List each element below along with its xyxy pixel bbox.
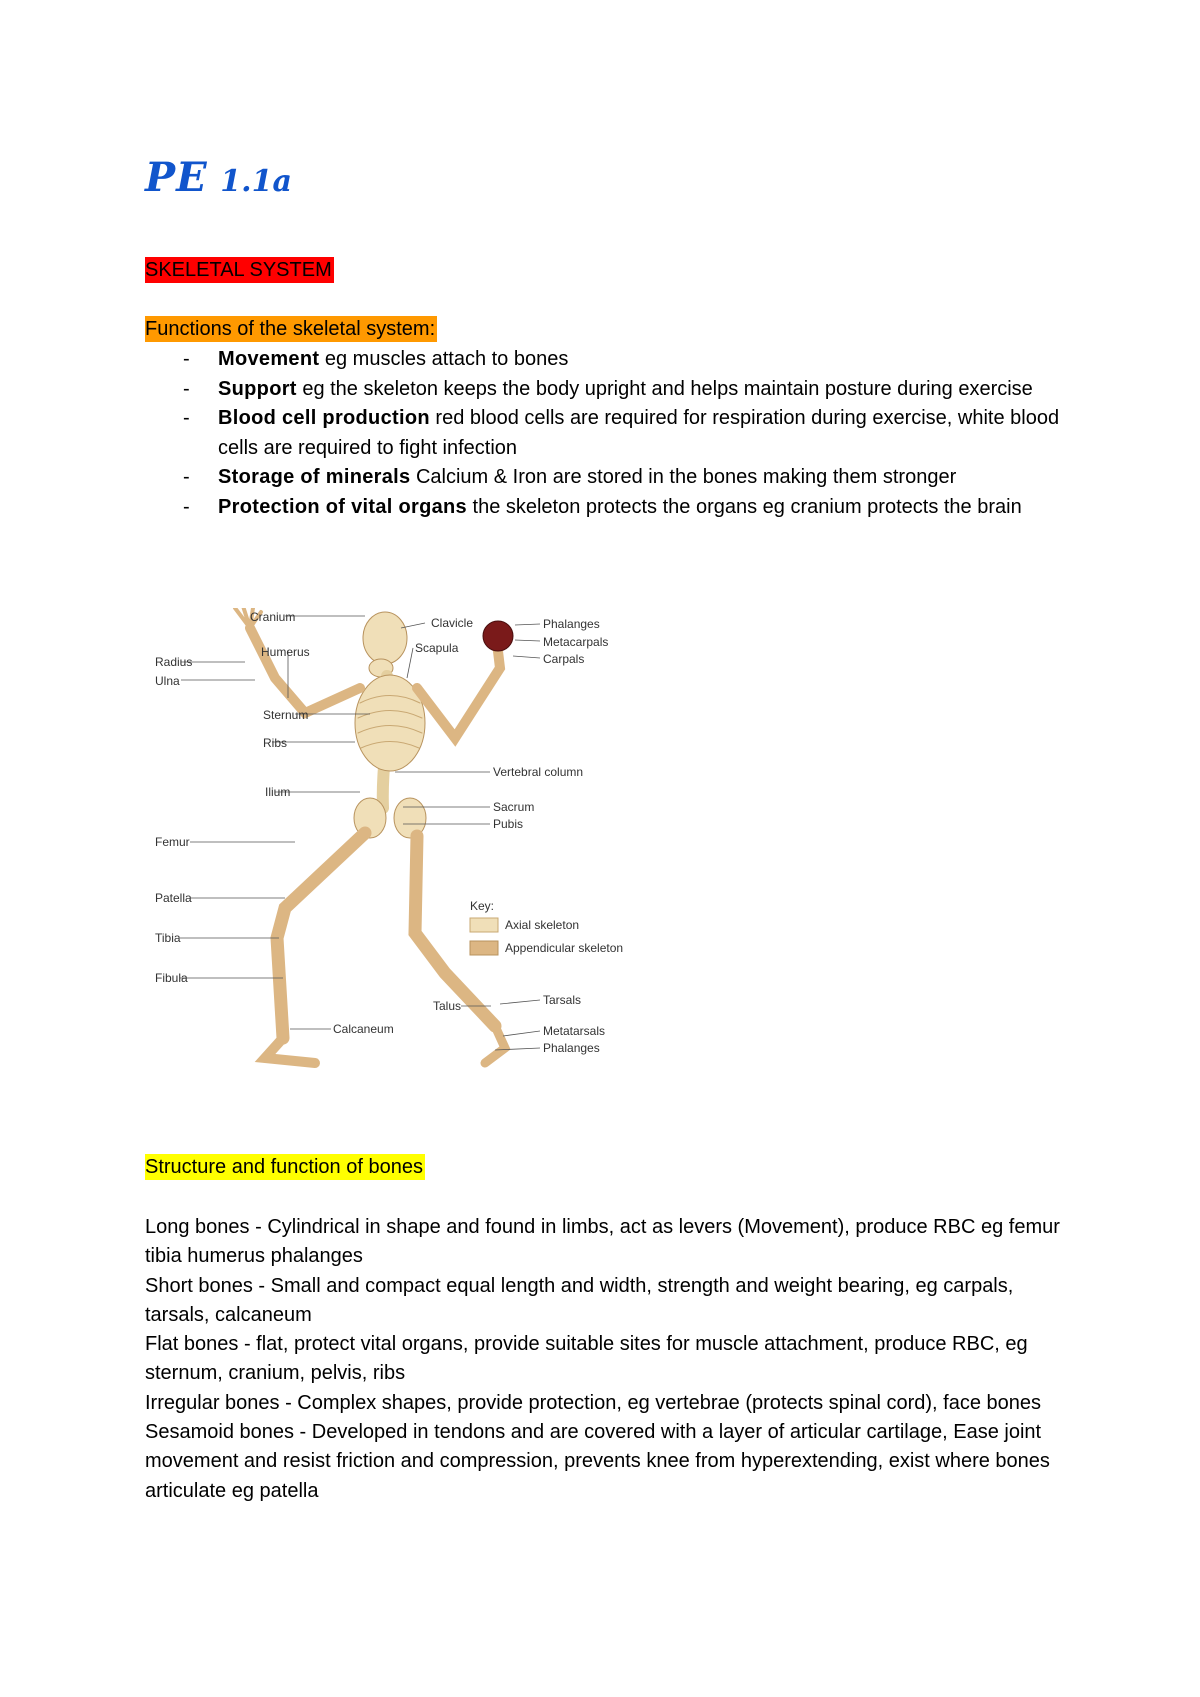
label-humerus: Humerus [261, 645, 310, 659]
label-ulna: Ulna [155, 674, 180, 688]
page-title [145, 154, 292, 201]
function-item [145, 493, 1065, 523]
label-fibula: Fibula [155, 971, 188, 985]
function-term: Protection of vital organs [218, 495, 467, 518]
bullet-dash: - [183, 348, 190, 370]
key-appendicular-swatch [470, 941, 498, 955]
label-calcaneum: Calcaneum [333, 1022, 394, 1036]
label-sternum: Sternum [263, 708, 309, 722]
bone-types [145, 1213, 1075, 1506]
bullet-dash: - [183, 377, 190, 400]
heading-structure: Structure and function of bones [145, 1156, 423, 1178]
function-term: Support [218, 377, 297, 400]
label-phalanges-hand: Phalanges [543, 617, 600, 631]
function-term: Movement [218, 348, 320, 370]
label-patella: Patella [155, 891, 192, 905]
label-tibia: Tibia [155, 931, 181, 945]
key-axial-swatch [470, 918, 498, 932]
function-item [145, 463, 1065, 493]
function-item [145, 404, 1065, 463]
bone-type-flat: Flat bones - flat, protect vital organs, provide suitable sites for muscle attachment, produce RBC, eg sternum, cranium, pelvis, ribs [145, 1333, 1028, 1385]
label-ribs: Ribs [263, 736, 288, 750]
label-metatarsals: Metatarsals [543, 1024, 606, 1038]
bullet-dash: - [183, 407, 190, 429]
function-item [145, 375, 1065, 405]
function-term: Storage of minerals [218, 466, 411, 488]
bone-type-long: Long bones - Cylindrical in shape and found in limbs, act as levers (Movement), produce RBC eg femur tibia humerus phalanges [145, 1216, 1060, 1268]
label-metacarpals: Metacarpals [543, 635, 609, 649]
label-vertebral-column: Vertebral column [493, 765, 584, 779]
label-clavicle: Clavicle [431, 616, 474, 630]
label-cranium: Cranium [250, 610, 296, 624]
label-talus: Talus [433, 999, 462, 1013]
bone-type-sesamoid: Sesamoid bones - Developed in tendons and are covered with a layer of articular cartilage, Ease joint movement and resist friction and compression, prevents knee from hyperextending, exist where bones articulate eg patella [145, 1421, 1050, 1502]
title-pe: PE [145, 154, 208, 201]
label-ilium: Ilium [265, 785, 291, 799]
label-sacrum: Sacrum [493, 800, 535, 814]
skeleton-illustration [155, 608, 655, 1118]
label-tarsals: Tarsals [543, 993, 582, 1007]
function-item [145, 345, 1065, 375]
function-text: eg muscles attach to bones [319, 348, 569, 370]
skeleton-diagram [155, 608, 655, 1118]
label-radius: Radius [155, 655, 193, 669]
bullet-dash: - [183, 495, 190, 518]
function-text: eg the skeleton keeps the body upright and helps maintain posture during exercise [296, 377, 1033, 400]
heading-functions: Functions of the skeletal system: [145, 318, 436, 340]
label-phalanges-foot: Phalanges [543, 1041, 600, 1055]
label-scapula: Scapula [415, 641, 459, 655]
key-axial-label: Axial skeleton [505, 918, 580, 932]
key-title: Key: [470, 899, 495, 913]
functions-list [145, 345, 1065, 522]
function-term: Blood cell production [218, 407, 430, 429]
bone-type-irregular: Irregular bones - Complex shapes, provide protection, eg vertebrae (protects spinal cord), face bones [145, 1391, 1042, 1414]
label-pubis: Pubis [493, 817, 524, 831]
bullet-dash: - [183, 466, 190, 488]
heading-skeletal-system: SKELETAL SYSTEM [145, 259, 332, 281]
label-femur: Femur [155, 835, 190, 849]
label-carpals: Carpals [543, 652, 585, 666]
function-text: Calcium & Iron are stored in the bones making them stronger [410, 466, 957, 488]
key-appendicular-label: Appendicular skeleton [505, 941, 624, 955]
function-text: the skeleton protects the organs eg cranium protects the brain [466, 495, 1022, 518]
bone-type-short: Short bones - Small and compact equal length and width, strength and weight bearing, eg carpals, tarsals, calcaneum [145, 1274, 1014, 1326]
title-number: 1.1a [220, 164, 292, 199]
function-text: red blood cells are required for respiration during exercise, white blood cells are required to fight infection [218, 407, 1060, 459]
